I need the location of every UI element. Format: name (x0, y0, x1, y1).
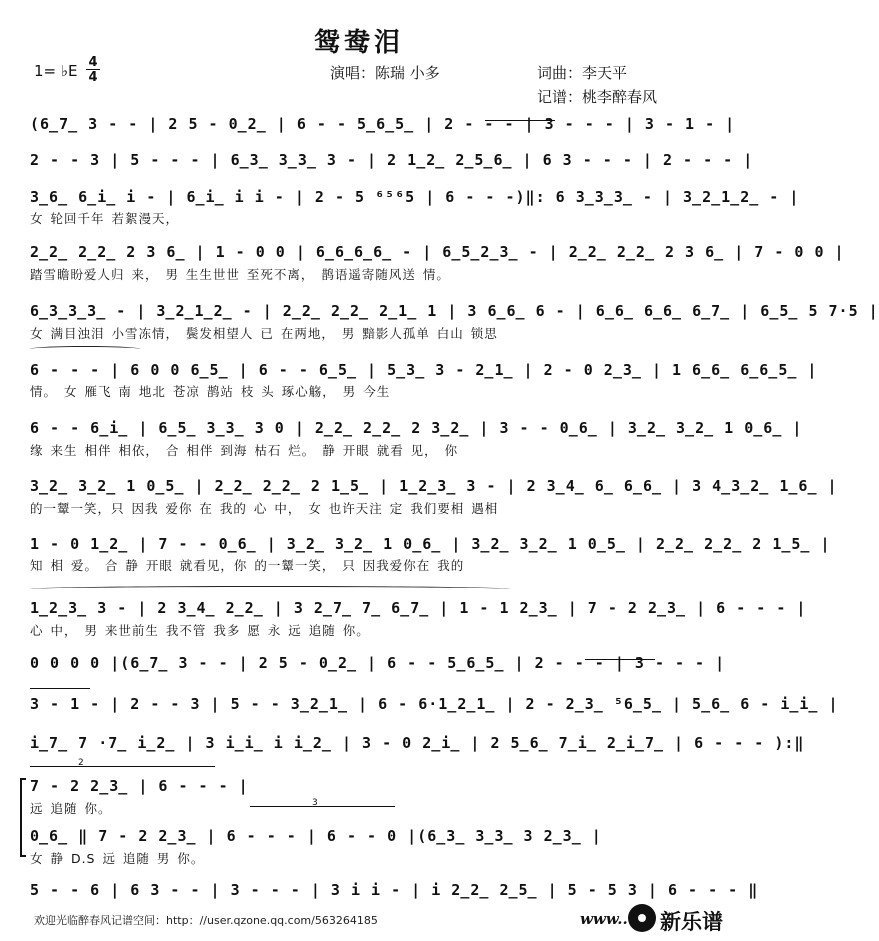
staff-line-9: 1 - 0 1̲2̲ | 7 - - 0̲6̲ | 3̲2̲ 3̲2̲ 1 0̲6̲ | 3̲2̲ 3̲2̲ 1 0̲5̲ | 2̲2̲ 2̲2̲ 2 1̲5̲ | (30, 535, 831, 553)
lyric-line-8: 的一颦一笑，只 因我 爱你 在 我的 心 中， 女 也许天注 定 我们要相 遇相 (30, 501, 499, 516)
tie-line (485, 120, 555, 121)
staff-line-13: i̲7̲ 7 ·7̲ i̲2̲ | 3 i̲i̲ i i̲2̲ | 3 - 0 2̲i̲ | 2 5̲6̲ 7̲i̲ 2̲i̲7̲ | 6 - - - ):‖ (30, 734, 805, 752)
staff-line-12: 3 - 1 - | 2 - - 3 | 5 - - 3̲2̲1̲ | 6 - 6·1̲2̲1̲ | 2 - 2̲3̲ ⁵6̲5̲ | 5̲6̲ 6 - i̲i̲ | (30, 695, 839, 713)
lyric-line-15: 女 静 D.S 远 追随 男 你。 (30, 851, 205, 866)
lyric-line-9: 知 相 爱。 合 静 开眼 就看见，你 的一颦一笑， 只 因我爱你在 我的 (30, 558, 465, 573)
staff-line-15: 0̲6̲ ‖ 7 - 2 2̲3̲ | 6 - - - | 6 - - 0 |(6̲3̲ 3̲3̲ 3 2̲3̲ | (30, 827, 602, 845)
staff-line-16: 5 - - 6 | 6 3 - - | 3 - - - | 3 i i - | i 2̲2̲ 2̲5̲ | 5 - 5 3 | 6 - - - ‖ (30, 881, 759, 899)
transcriber-credit: 记谱：桃李醉春风 (537, 88, 658, 106)
music-disc-icon (628, 904, 656, 932)
staff-line-5: 6̲3̲3̲3̲ - | 3̲2̲1̲2̲ - | 2̲2̲ 2̲2̲ 2̲1̲ 1 | 3 6̲6̲ 6 - | 6̲6̲ 6̲6̲ 6̲7̲ | 6̲5̲ 5 7·5 | (30, 302, 879, 320)
lyric-line-6: 情。 女 雁飞 南 地北 苍凉 鹊站 枝 头 琢心觞， 男 今生 (30, 384, 391, 399)
staff-line-1: (6̲7̲ 3 - - | 2 5 - 0̲2̲ | 6 - - 5̲6̲5̲ | 2 - - - | 3 - - - | 3 - 1 - | (30, 115, 736, 133)
volta-bracket (20, 778, 26, 857)
staff-line-8: 3̲2̲ 3̲2̲ 1 0̲5̲ | 2̲2̲ 2̲2̲ 2 1̲5̲ | 1̲2̲3̲ 3 - | 2 3̲4̲ 6̲ 6̲6̲ | 3 4̲3̲2̲ 1̲6̲ | (30, 477, 838, 495)
lyric-line-7: 缘 来生 相伴 相依， 合 相伴 到海 枯石 烂。 静 开眼 就看 见， 你 (30, 443, 459, 458)
logo-www-text: www.. (580, 910, 628, 928)
lyric-line-10: 心 中， 男 来世前生 我不管 我多 愿 永 远 追随 你。 (30, 623, 370, 638)
staff-line-7: 6 - - 6̲i̲ | 6̲5̲ 3̲3̲ 3 0 | 2̲2̲ 2̲2̲ 2 3̲2̲ | 3 - - 0̲6̲ | 3̲2̲ 3̲2̲ 1 0̲6̲ | (30, 419, 803, 437)
composer-credit: 词曲：李天平 (537, 64, 628, 82)
lyric-line-5: 女 满目浊泪 小雪冻情， 鬓发相望人 已 在两地， 男 黯影人孤单 白山 锁思 (30, 326, 498, 341)
tie-line (30, 688, 90, 689)
slur-mark (30, 586, 510, 592)
lyric-line-14: 远 追随 你。 (30, 801, 112, 816)
staff-line-14: 7 - 2 2̲3̲ | 6 - - - | (30, 777, 249, 795)
staff-line-2: 2 - - 3 | 5 - - - | 6̲3̲ 3̲3̲ 3 - | 2 1̲2̲ 2̲5̲6̲ | 6 3 - - - | 2 - - - | (30, 151, 754, 169)
lyric-line-4: 踏雪瞻盼爱人归 来， 男 生生世世 至死不离， 鹊语遥寄随风送 情。 (30, 267, 450, 282)
logo-site-name: 新乐谱 (660, 910, 723, 934)
site-logo (580, 902, 723, 936)
time-signature-bottom: 4 (88, 70, 98, 85)
singers-credit: 演唱：陈瑞 小多 (330, 64, 440, 82)
staff-line-3: 3̲6̲ 6̲i̲ i - | 6̲i̲ i i - | 2 - 5 ⁶⁵⁶5 | 6 - - -)‖: 6 3̲3̲3̲ - | 3̲2̲1̲2̲ - | (30, 188, 800, 206)
volta-line-3 (250, 806, 395, 807)
song-title: 鸳鸯泪 (313, 28, 404, 58)
key-signature: 1= ♭E (34, 62, 78, 80)
staff-line-11: 0 0 0 0 |(6̲7̲ 3 - - | 2 5 - 0̲2̲ | 6 - - 5̲6̲5̲ | 2 - - - | 3 - - - | (30, 654, 726, 672)
staff-line-4: 2̲2̲ 2̲2̲ 2 3 6̲ | 1 - 0 0 | 6̲6̲6̲6̲ - | 6̲5̲2̲3̲ - | 2̲2̲ 2̲2̲ 2 3 6̲ | 7 - 0 0 | (30, 243, 845, 261)
tie-line (585, 659, 655, 660)
staff-line-6: 6 - - - | 6 0 0 6̲5̲ | 6 - - 6̲5̲ | 5̲3̲ 3 - 2̲1̲ | 2 - 0 2̲3̲ | 1 6̲6̲ 6̲6̲5̲ | (30, 361, 818, 379)
volta-line-1 (30, 766, 215, 767)
slur-mark (30, 346, 140, 352)
footer-credit-text: 欢迎光临醉春风记谱空间：http：//user.qzone.qq.com/563264185 (34, 914, 378, 927)
lyric-line-3: 女 轮回千年 若絮漫天， (30, 211, 179, 226)
volta-number-3: 3 (312, 798, 318, 808)
time-signature-top: 4 (88, 55, 98, 70)
volta-number-2: 2 (78, 758, 84, 768)
staff-line-10: 1̲2̲3̲ 3 - | 2 3̲4̲ 2̲2̲ | 3 2̲7̲ 7̲ 6̲7̲ | 1 - 1 2̲3̲ | 7 - 2 2̲3̲ | 6 - - - | (30, 599, 807, 617)
